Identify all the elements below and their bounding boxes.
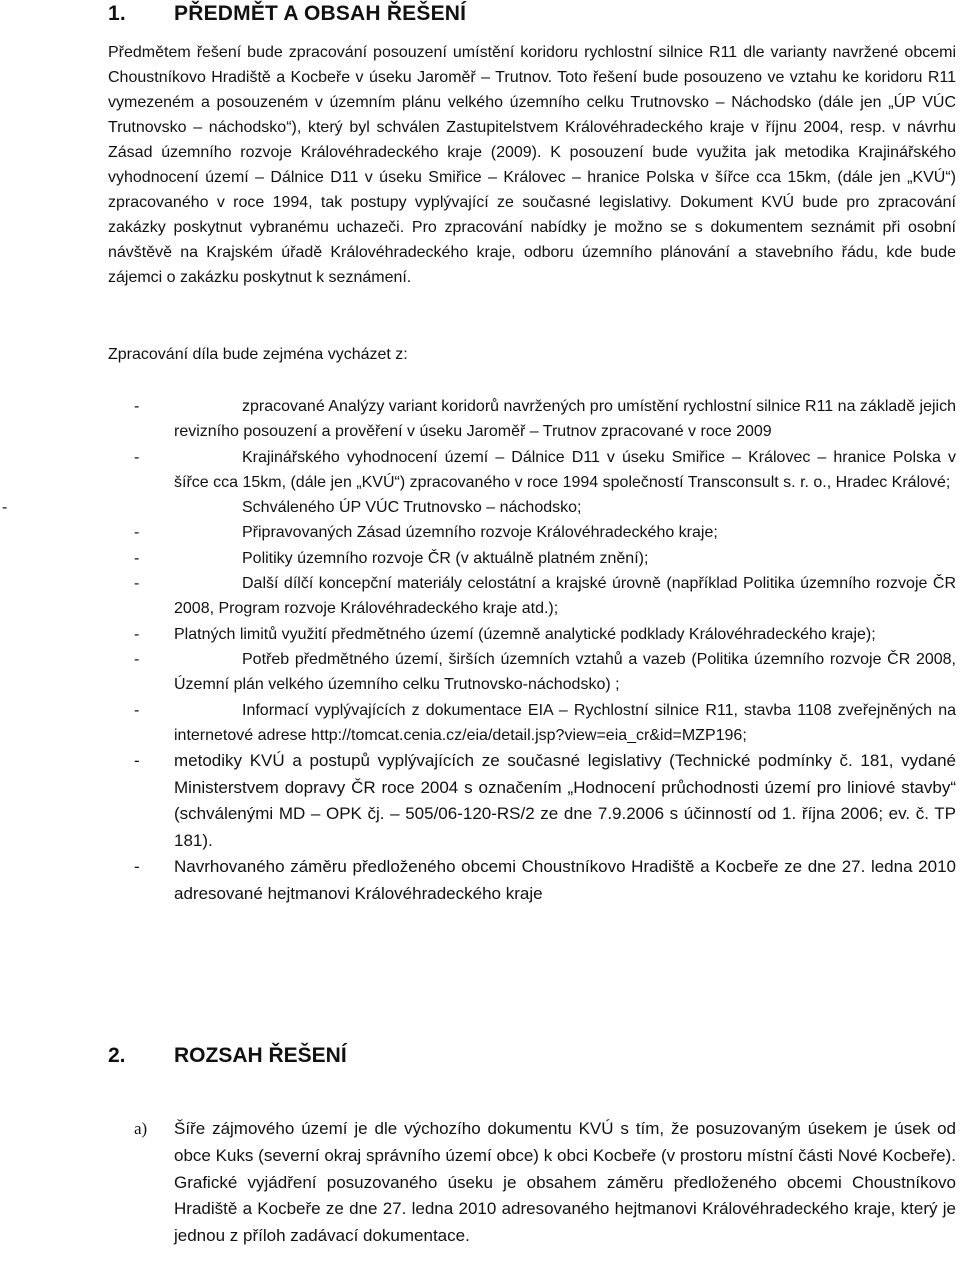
list-dash: - xyxy=(134,575,140,593)
list-item-text: Platných limitů využití předmětného území (územně analytické podklady Královéhradeckého kraje); xyxy=(174,625,876,643)
list-item-text: Schváleného ÚP VÚC Trutnovsko – náchodsko; xyxy=(242,499,582,517)
list-item xyxy=(108,698,956,749)
list-item xyxy=(108,394,956,445)
list-item xyxy=(108,622,956,647)
scope-item-text: Šíře zájmového území je dle výchozího dokumentu KVÚ s tím, že posuzovaným úsekem je úsek od obce Kuks (severní okraj správního území obce) k obci Kocbeře (v prostoru místní části Nové Kocbeře). Grafické vyjádření posuzovaného úseku je obsahem záměru předloženého obcemi Choustníkovo Hradiště a Kocbeře ze dne 27. ledna 2010 adresovaného hejtmanovi Královéhradeckého kraje, který je jednou z příloh zadávací dokumentace. xyxy=(174,1119,956,1246)
list-dash: - xyxy=(134,398,140,415)
section-1-title: PŘEDMĚT A OBSAH ŘEŠENÍ xyxy=(174,2,467,25)
list-item-text: Politiky územního rozvoje ČR (v aktuálně platném znění); xyxy=(242,549,649,567)
list-dash: - xyxy=(134,650,140,668)
list-dash: - xyxy=(134,448,140,466)
list-item xyxy=(108,445,956,496)
list-item-text: Informací vyplývajících z dokumentace EIA – Rychlostní silnice R11, stavba 1108 zveřejněných na internetové adrese http://tomcat.cenia.cz/eia/detail.jsp?view=eia_cr&id=MZP196; xyxy=(174,701,956,744)
list-item-text: zpracované Analýzy variant koridorů navržených pro umístění rychlostní silnice R11 na základě jejich revizního posouzení a prověření v úseku Jaroměř – Trutnov zpracované v roce 2009 xyxy=(174,398,956,441)
list-item-text: Krajinářského vyhodnocení území – Dálnice D11 v úseku Smiřice – Královec – hranice Polska v šířce cca 15km, (dále jen „KVÚ“) zpracovaného v roce 1994 společností Transconsult s. r. o., Hradec Králové; xyxy=(174,448,956,491)
list-item-text: metodiky KVÚ a postupů vyplývajících ze současné legislativy (Technické podmínky č. 181, vydané Ministerstvem dopravy ČR roce 2004 s označením „Hodnocení průchodnosti území pro liniové stavby“ (schválenými MD – OPK čj. – 505/06-120-RS/2 ze dne 7.9.2006 s účinností od 1. října 2006; ev. č. TP 181). xyxy=(174,751,956,850)
basis-list xyxy=(2,394,956,907)
list-item xyxy=(108,520,956,545)
section-2-heading xyxy=(108,1044,347,1068)
intro-paragraph: Předmětem řešení bude zpracování posouzení umístění koridoru rychlostní silnice R11 dle varianty navržené obcemi Choustníkovo Hradiště a Kocbeře v úseku Jaroměř – Trutnov. Toto řešení bude posouzeno ve vztahu ke koridoru R11 vymezeném a posouzeném v územním plánu velkého územního celku Trutnovsko – Náchodsko (dále jen „ÚP VÚC Trutnovsko – náchodsko“), který byl schválen Zastupitelstvem Královéhradeckého kraje v říjnu 2004, resp. v návrhu Zásad územního rozvoje Královéhradeckého kraje (2009). K posouzení bude využita jak metodika Krajinářského vyhodnocení území – Dálnice D11 v úseku Smiřice – Královec – hranice Polska v šířce cca 15km, (dále jen „KVÚ“) zpracovaného v roce 1994, tak postupy vyplývající ze současné legislativy. Dokument KVÚ bude pro zpracování zakázky poskytnut vybranému uchazeči. Pro zpracování nabídky je možno se s dokumentem seznámit při osobní návštěvě na Krajském úřadě Královéhradeckého kraje, odboru územního plánování a stavebního řádu, kde bude zájemci o zakázku poskytnut k seznámení. xyxy=(108,44,956,286)
list-dash: - xyxy=(134,524,140,542)
list-dash: - xyxy=(134,751,140,771)
list-item xyxy=(108,571,956,622)
section-1-number: 1. xyxy=(108,2,126,25)
list-item xyxy=(108,748,956,854)
section-2-number: 2. xyxy=(108,1044,126,1067)
scope-list-item xyxy=(108,1116,956,1250)
list-item xyxy=(2,495,956,520)
list-item xyxy=(108,546,956,571)
list-item-text: Další dílčí koncepční materiály celostátní a krajské úrovně (například Politika územního rozvoje ČR 2008, Program rozvoje Královéhradeckého kraje atd.); xyxy=(174,575,956,618)
list-item xyxy=(108,647,956,698)
list-item-text: Navrhovaného záměru předloženého obcemi Choustníkovo Hradiště a Kocbeře ze dne 27. ledna 2010 adresované hejtmanovi Královéhradeckého kraje xyxy=(174,857,956,903)
basis-intro-paragraph: Zpracování díla bude zejména vycházet z: xyxy=(108,346,408,363)
section-2-title: ROZSAH ŘEŠENÍ xyxy=(174,1044,347,1067)
section-1-heading xyxy=(108,2,466,26)
list-dash: - xyxy=(2,499,8,517)
scope-list xyxy=(108,1116,956,1250)
scope-item-marker: a) xyxy=(134,1119,148,1138)
list-dash: - xyxy=(134,625,140,643)
list-dash: - xyxy=(134,701,140,719)
list-item xyxy=(108,854,956,907)
list-item-text: Připravovaných Zásad územního rozvoje Královéhradeckého kraje; xyxy=(242,524,718,542)
list-dash: - xyxy=(134,549,140,567)
list-dash: - xyxy=(134,857,140,877)
list-item-text: Potřeb předmětného území, širších územních vztahů a vazeb (Politika územního rozvoje ČR 2008, Územní plán velkého územního celku Trutnovsko-náchodsko) ; xyxy=(174,650,956,694)
